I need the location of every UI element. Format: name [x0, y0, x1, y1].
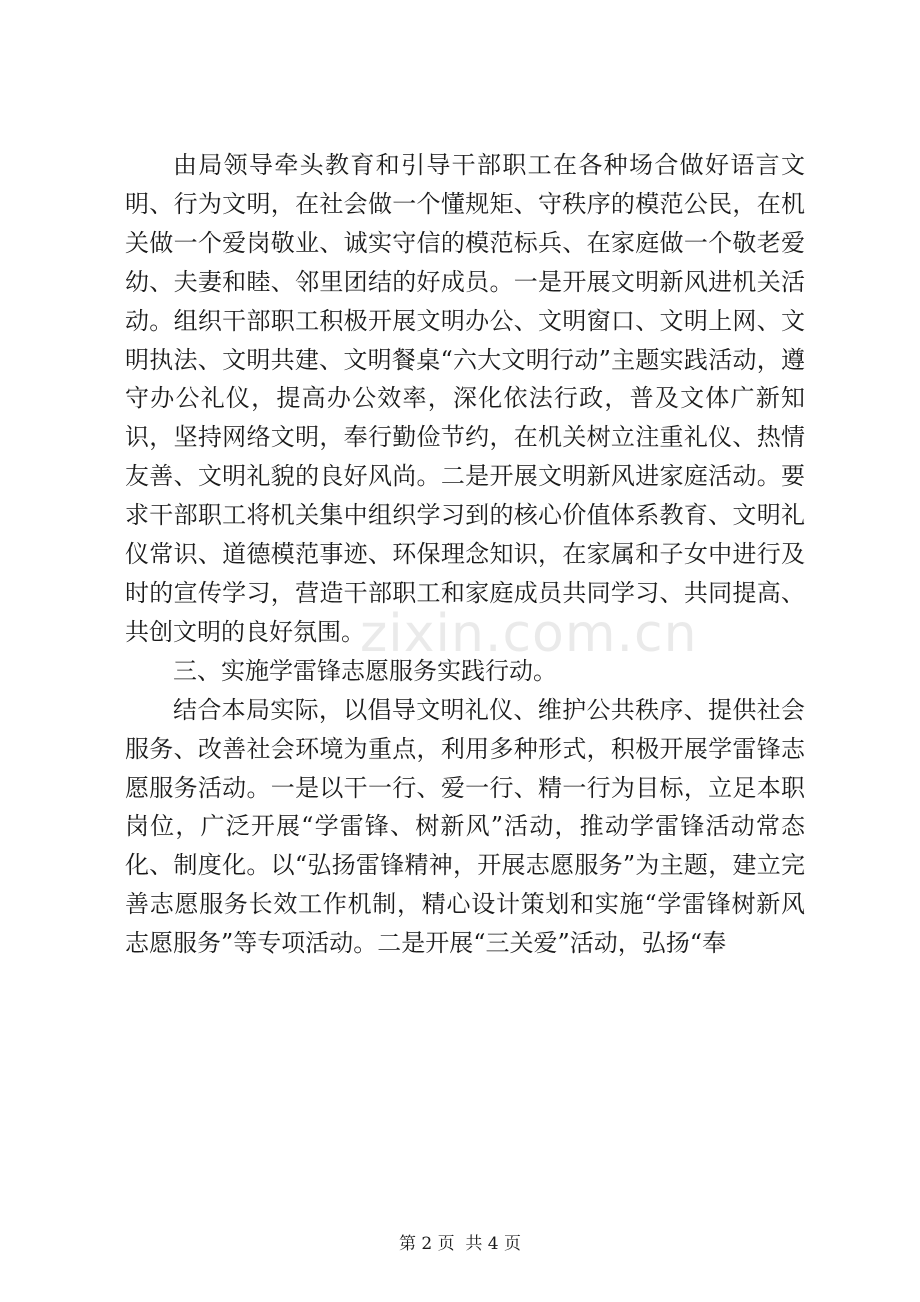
paragraph-volunteer-service: 结合本局实际，以倡导文明礼仪、维护公共秩序、提供社会服务、改善社会环境为重点，利用多种形式，积极开展学雷锋志愿服务活动。一是以干一行、爱一行、精一行为目标，立足本职岗位，广泛开展“学雷锋、树新风”活动，推动学雷锋活动常态化、制度化。以“弘扬雷锋精神，开展志愿服务”为主题，建立完善志愿服务长效工作机制，精心设计策划和实施“学雷锋树新风志愿服务”等专项活动。二是开展“三关爱”活动，弘扬“奉 [125, 695, 805, 958]
document-body [125, 146, 805, 963]
page-footer [0, 1229, 920, 1254]
page-number-label: 第 2 页 共 4 页 [398, 1234, 522, 1254]
section-heading-lei-feng: 三、实施学雷锋志愿服务实践行动。 [173, 656, 557, 685]
paragraph-civility-intro: 由局领导牵头教育和引导干部职工在各种场合做好语言文明、行为文明，在社会做一个懂规矩、守秩序的模范公民，在机关做一个爱岗敬业、诚实守信的模范标兵、在家庭做一个敬老爱幼、夫妻和睦、邻里团结的好成员。一是开展文明新风进机关活动。组织干部职工积极开展文明办公、文明窗口、文明上网、文明执法、文明共建、文明餐桌“六大文明行动”主题实践活动，遵守办公礼仪，提高办公效率，深化依法行政，普及文体广新知识，坚持网络文明，奉行勤俭节约，在机关树立注重礼仪、热情友善、文明礼貌的良好风尚。二是开展文明新风进家庭活动。要求干部职工将机关集中组织学习到的核心价值体系教育、文明礼仪常识、道德模范事迹、环保理念知识，在家属和子女中进行及时的宣传学习，营造干部职工和家庭成员共同学习、共同提高、共创文明的良好氛围。 [125, 151, 805, 646]
watermark-text: zixin.com.cn [360, 604, 698, 664]
